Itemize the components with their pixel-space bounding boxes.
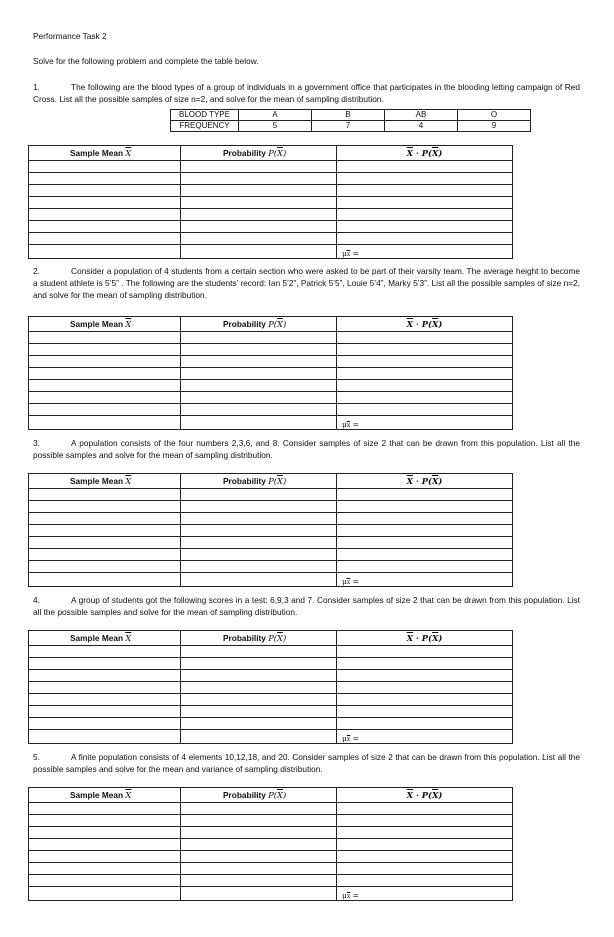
blood-type-table	[170, 109, 531, 132]
probability-cell[interactable]	[181, 863, 337, 875]
empty-cell	[29, 573, 181, 587]
table-row	[29, 706, 513, 718]
probability-cell[interactable]	[181, 827, 337, 839]
mean-label-equals: =	[350, 734, 359, 743]
problem-5-text: A finite population consists of 4 elements 10,12,18, and 20. Consider samples of size 2 that can be drawn from this population. List all the possible samples and solve for the mean and variance of sampling distribution.	[33, 752, 580, 774]
table-row	[29, 670, 513, 682]
product-header: X · P(X)	[337, 631, 513, 646]
problem-4-text: A group of students got the following scores in a test: 6,9,3 and 7. Consider samples of size 2 that can be drawn from this population. List all the possible samples and solve for the mean of sampling distribution.	[33, 595, 580, 617]
problem-5-number: 5.	[33, 752, 40, 762]
table-row	[29, 839, 513, 851]
probability-cell[interactable]	[181, 525, 337, 537]
product-header: X · P(X)	[337, 788, 513, 803]
table-row	[29, 851, 513, 863]
product-cell[interactable]	[337, 489, 513, 501]
probability-cell[interactable]	[181, 368, 337, 380]
probability-cell[interactable]	[181, 173, 337, 185]
table-row	[29, 501, 513, 513]
table-row	[29, 549, 513, 561]
product-cell[interactable]	[337, 404, 513, 416]
product-cell[interactable]	[337, 537, 513, 549]
probability-cell[interactable]	[181, 344, 337, 356]
product-cell[interactable]	[337, 863, 513, 875]
sample-mean-cell[interactable]	[29, 839, 181, 851]
product-cell[interactable]	[337, 549, 513, 561]
table-row	[29, 658, 513, 670]
sampling-table-4	[28, 630, 513, 744]
probability-cell[interactable]	[181, 561, 337, 573]
mean-label-subscript: x	[346, 579, 351, 586]
mean-of-sampling-distribution-cell[interactable]	[337, 730, 513, 744]
probability-symbol: P(X)	[268, 633, 287, 643]
table-row	[29, 185, 513, 197]
empty-cell	[181, 730, 337, 744]
probability-cell[interactable]	[181, 356, 337, 368]
probability-header: Probability P(X)	[181, 317, 337, 332]
mean-label: μ	[342, 891, 347, 900]
sample-mean-cell[interactable]	[29, 233, 181, 245]
table-row	[29, 197, 513, 209]
probability-cell[interactable]	[181, 404, 337, 416]
problem-2-number: 2.	[33, 266, 40, 276]
product-cell[interactable]	[337, 851, 513, 863]
sample-mean-header: Sample Mean X	[29, 146, 181, 161]
product-cell[interactable]	[337, 561, 513, 573]
sample-mean-header: Sample Mean X	[29, 631, 181, 646]
product-cell[interactable]	[337, 513, 513, 525]
blood-type-b: B	[312, 110, 385, 121]
table-row	[29, 368, 513, 380]
sampling-table-5	[28, 787, 513, 901]
probability-cell[interactable]	[181, 851, 337, 863]
probability-cell[interactable]	[181, 537, 337, 549]
frequency-b: 7	[312, 121, 385, 132]
probability-cell[interactable]	[181, 501, 337, 513]
probability-cell[interactable]	[181, 185, 337, 197]
mean-of-sampling-distribution-cell[interactable]	[337, 887, 513, 901]
probability-symbol: P(X)	[268, 319, 287, 329]
product-cell[interactable]	[337, 706, 513, 718]
sample-mean-cell[interactable]	[29, 356, 181, 368]
product-header: X · P(X)	[337, 474, 513, 489]
probability-symbol: P(X)	[268, 148, 287, 158]
probability-cell[interactable]	[181, 815, 337, 827]
product-cell[interactable]	[337, 173, 513, 185]
instructions: Solve for the following problem and complete the table below.	[33, 56, 259, 66]
empty-cell	[29, 416, 181, 430]
problem-4	[33, 595, 580, 619]
table-row	[29, 537, 513, 549]
sample-mean-cell[interactable]	[29, 863, 181, 875]
sample-mean-cell[interactable]	[29, 368, 181, 380]
problem-2	[33, 266, 580, 301]
sampling-table-1	[28, 145, 513, 259]
product-cell[interactable]	[337, 501, 513, 513]
sample-mean-header: Sample Mean X	[29, 474, 181, 489]
problem-3-text: A population consists of the four numbers 2,3,6, and 8. Consider samples of size 2 that can be drawn from this population. List all the possible samples and solve for the mean of sampling distribution.	[33, 438, 580, 460]
sample-mean-cell[interactable]	[29, 875, 181, 887]
sample-mean-cell[interactable]	[29, 646, 181, 658]
product-header: X · P(X)	[337, 146, 513, 161]
table-row	[29, 173, 513, 185]
problem-5	[33, 752, 580, 776]
probability-cell[interactable]	[181, 718, 337, 730]
problem-1-number: 1.	[33, 82, 40, 92]
mean-label-subscript: x	[346, 893, 351, 900]
table-row	[29, 380, 513, 392]
product-cell[interactable]	[337, 356, 513, 368]
frequency-o: 9	[458, 121, 531, 132]
table-row	[29, 694, 513, 706]
table-row	[29, 392, 513, 404]
table-row	[29, 815, 513, 827]
sampling-table-header	[29, 317, 513, 332]
blood-type-a: A	[239, 110, 312, 121]
problem-1-text: The following are the blood types of a group of individuals in a government office that participates in the blooding letting campaign of Red Cross. List all the possible samples of size n=2, and solve for the mean of sampling distribution.	[33, 82, 580, 104]
sampling-table-header	[29, 474, 513, 489]
probability-cell[interactable]	[181, 706, 337, 718]
blood-type-o: O	[458, 110, 531, 121]
mean-label-equals: =	[350, 420, 359, 429]
sampling-table-header	[29, 146, 513, 161]
sample-mean-cell[interactable]	[29, 344, 181, 356]
mean-row	[29, 887, 513, 901]
product-cell[interactable]	[337, 694, 513, 706]
probability-cell[interactable]	[181, 197, 337, 209]
product-cell[interactable]	[337, 525, 513, 537]
mean-label: μ	[342, 249, 347, 258]
product-cell[interactable]	[337, 670, 513, 682]
sample-mean-cell[interactable]	[29, 694, 181, 706]
product-cell[interactable]	[337, 827, 513, 839]
product-cell[interactable]	[337, 646, 513, 658]
product-cell[interactable]	[337, 839, 513, 851]
product-cell[interactable]	[337, 197, 513, 209]
probability-symbol: P(X)	[268, 476, 287, 486]
task-title: Performance Task 2	[33, 31, 107, 41]
frequency-a: 5	[239, 121, 312, 132]
product-cell[interactable]	[337, 658, 513, 670]
probability-header: Probability P(X)	[181, 631, 337, 646]
sample-mean-cell[interactable]	[29, 489, 181, 501]
sample-mean-cell[interactable]	[29, 549, 181, 561]
probability-cell[interactable]	[181, 839, 337, 851]
table-row	[29, 803, 513, 815]
mean-of-sampling-distribution-cell[interactable]	[337, 245, 513, 259]
mean-label-subscript: x	[346, 736, 351, 743]
blood-type-ab: AB	[385, 110, 458, 121]
sampling-table-3	[28, 473, 513, 587]
product-cell[interactable]	[337, 392, 513, 404]
mean-of-sampling-distribution-cell[interactable]	[337, 416, 513, 430]
table-row	[29, 863, 513, 875]
sample-mean-cell[interactable]	[29, 803, 181, 815]
table-row	[29, 827, 513, 839]
table-row	[29, 233, 513, 245]
table-row	[29, 525, 513, 537]
empty-cell	[29, 730, 181, 744]
sample-mean-cell[interactable]	[29, 161, 181, 173]
problem-3	[33, 438, 580, 462]
product-cell[interactable]	[337, 875, 513, 887]
sample-mean-cell[interactable]	[29, 185, 181, 197]
probability-cell[interactable]	[181, 489, 337, 501]
sample-mean-cell[interactable]	[29, 197, 181, 209]
probability-header: Probability P(X)	[181, 788, 337, 803]
table-row	[29, 875, 513, 887]
product-cell[interactable]	[337, 161, 513, 173]
empty-cell	[29, 245, 181, 259]
sample-mean-cell[interactable]	[29, 525, 181, 537]
problem-2-text: Consider a population of 4 students from a certain section who were asked to be part of their varsity team. The average height to become a student athlete is 5’5” . The following are the students’ record: Ian 5’2”, Patrick 5’5”, Louie 5’4”, Marky 5’3”. List all the possible samples of size n=2, and solve for the mean of sampling distribution.	[33, 266, 580, 300]
probability-cell[interactable]	[181, 875, 337, 887]
probability-cell[interactable]	[181, 392, 337, 404]
sample-mean-cell[interactable]	[29, 718, 181, 730]
problem-4-number: 4.	[33, 595, 40, 605]
mean-label: μ	[342, 420, 347, 429]
sample-mean-cell[interactable]	[29, 537, 181, 549]
frequency-ab: 4	[385, 121, 458, 132]
frequency-header: FREQUENCY	[171, 121, 239, 132]
probability-cell[interactable]	[181, 694, 337, 706]
probability-cell[interactable]	[181, 658, 337, 670]
product-cell[interactable]	[337, 815, 513, 827]
probability-cell[interactable]	[181, 549, 337, 561]
empty-cell	[29, 887, 181, 901]
probability-cell[interactable]	[181, 233, 337, 245]
product-cell[interactable]	[337, 221, 513, 233]
product-cell[interactable]	[337, 803, 513, 815]
mean-row	[29, 416, 513, 430]
sample-mean-cell[interactable]	[29, 209, 181, 221]
table-row	[29, 356, 513, 368]
sample-mean-cell[interactable]	[29, 404, 181, 416]
probability-cell[interactable]	[181, 670, 337, 682]
table-row	[29, 161, 513, 173]
mean-row	[29, 245, 513, 259]
product-cell[interactable]	[337, 332, 513, 344]
sample-mean-cell[interactable]	[29, 682, 181, 694]
product-cell[interactable]	[337, 368, 513, 380]
product-cell[interactable]	[337, 344, 513, 356]
sample-mean-cell[interactable]	[29, 392, 181, 404]
mean-label-subscript: x	[346, 251, 351, 258]
sample-mean-cell[interactable]	[29, 173, 181, 185]
empty-cell	[181, 887, 337, 901]
mean-label: μ	[342, 734, 347, 743]
probability-header: Probability P(X)	[181, 146, 337, 161]
probability-cell[interactable]	[181, 803, 337, 815]
table-row	[29, 646, 513, 658]
sample-mean-cell[interactable]	[29, 513, 181, 525]
probability-cell[interactable]	[181, 209, 337, 221]
sample-mean-cell[interactable]	[29, 561, 181, 573]
mean-label-equals: =	[350, 249, 359, 258]
sampling-table-header	[29, 631, 513, 646]
product-cell[interactable]	[337, 718, 513, 730]
table-row	[29, 344, 513, 356]
table-row	[29, 718, 513, 730]
sampling-table-header	[29, 788, 513, 803]
empty-cell	[181, 416, 337, 430]
sampling-table-2	[28, 316, 513, 430]
mean-of-sampling-distribution-cell[interactable]	[337, 573, 513, 587]
sample-mean-cell[interactable]	[29, 815, 181, 827]
mean-row	[29, 573, 513, 587]
sample-mean-header: Sample Mean X	[29, 317, 181, 332]
sample-mean-cell[interactable]	[29, 851, 181, 863]
probability-cell[interactable]	[181, 161, 337, 173]
table-row	[29, 332, 513, 344]
mean-label-equals: =	[350, 577, 359, 586]
problem-3-number: 3.	[33, 438, 40, 448]
product-cell[interactable]	[337, 233, 513, 245]
product-cell[interactable]	[337, 185, 513, 197]
product-cell[interactable]	[337, 209, 513, 221]
probability-symbol: P(X)	[268, 790, 287, 800]
sample-mean-header: Sample Mean X	[29, 788, 181, 803]
empty-cell	[181, 245, 337, 259]
mean-label-subscript: x	[346, 422, 351, 429]
table-row	[29, 682, 513, 694]
empty-cell	[181, 573, 337, 587]
product-header: X · P(X)	[337, 317, 513, 332]
product-cell[interactable]	[337, 682, 513, 694]
sample-mean-cell[interactable]	[29, 380, 181, 392]
problem-1	[33, 82, 580, 106]
probability-header: Probability P(X)	[181, 474, 337, 489]
sample-mean-cell[interactable]	[29, 658, 181, 670]
probability-cell[interactable]	[181, 513, 337, 525]
mean-label: μ	[342, 577, 347, 586]
sample-mean-cell[interactable]	[29, 706, 181, 718]
probability-cell[interactable]	[181, 682, 337, 694]
mean-label-equals: =	[350, 891, 359, 900]
sample-mean-cell[interactable]	[29, 501, 181, 513]
probability-cell[interactable]	[181, 646, 337, 658]
table-row	[29, 561, 513, 573]
mean-row	[29, 730, 513, 744]
probability-cell[interactable]	[181, 221, 337, 233]
sample-mean-cell[interactable]	[29, 332, 181, 344]
blood-type-header: BLOOD TYPE	[171, 110, 239, 121]
table-row	[29, 209, 513, 221]
probability-cell[interactable]	[181, 332, 337, 344]
sample-mean-cell[interactable]	[29, 827, 181, 839]
table-row	[29, 221, 513, 233]
probability-cell[interactable]	[181, 380, 337, 392]
table-row	[29, 404, 513, 416]
sample-mean-cell[interactable]	[29, 221, 181, 233]
product-cell[interactable]	[337, 380, 513, 392]
sample-mean-cell[interactable]	[29, 670, 181, 682]
table-row	[29, 489, 513, 501]
table-row	[29, 513, 513, 525]
